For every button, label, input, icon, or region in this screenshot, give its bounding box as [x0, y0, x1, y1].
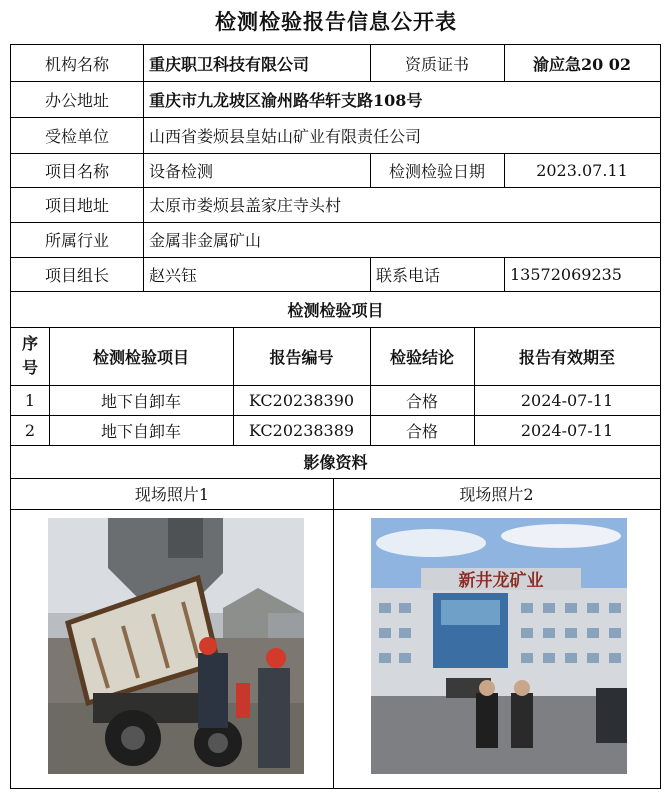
col-header-conclusion: 检验结论: [389, 347, 454, 367]
images-heading: 影像资料: [303, 453, 368, 472]
project-label: 项目名称: [44, 161, 109, 181]
col-header-index: 序号: [21, 334, 38, 377]
site-photo-1: [48, 518, 304, 774]
site-photo-2: [371, 518, 627, 774]
client-label: 受检单位: [44, 126, 109, 146]
org-value: 重庆职卫科技有限公司: [149, 54, 310, 74]
industry-label: 所属行业: [44, 231, 109, 250]
table-row-2-item: 地下自卸车: [100, 421, 181, 441]
report-table: [10, 44, 661, 789]
table-row-1-report-no: KC20238390: [248, 390, 355, 410]
industry-value: 金属非金属矿山: [149, 231, 262, 250]
dump-truck-photo: [48, 518, 304, 774]
address-label: 办公地址: [44, 90, 109, 110]
items-heading: 检测检验项目: [287, 300, 384, 320]
col-header-item: 检测检验项目: [92, 347, 189, 367]
photo2-label: 现场照片2: [459, 485, 534, 504]
org-label: 机构名称: [44, 54, 109, 74]
table-row-1-valid-until: 2024-07-11: [520, 390, 614, 410]
date-label: 检测检验日期: [388, 161, 485, 181]
building-sign: 新井龙矿业: [458, 571, 544, 591]
phone-label: 联系电话: [376, 265, 441, 285]
cert-value: 渝应急20 02: [532, 54, 632, 74]
col-header-report-no: 报告编号: [269, 347, 334, 367]
mine-building-photo: [371, 518, 627, 774]
photo1-label: 现场照片1: [134, 485, 210, 504]
site-label: 项目地址: [44, 196, 109, 215]
site-value: 太原市娄烦县盖家庄寺头村: [149, 196, 342, 215]
phone-value: 13572069235: [510, 264, 622, 284]
table-row-1-index: 1: [24, 390, 36, 410]
page-title: 检测检验报告信息公开表: [215, 9, 457, 34]
table-row-1-conclusion: 合格: [405, 391, 438, 411]
leader-label: 项目组长: [44, 265, 109, 285]
table-row-2-valid-until: 2024-07-11: [520, 420, 614, 440]
leader-value: 赵兴钰: [149, 265, 198, 285]
col-header-valid-until: 报告有效期至: [518, 347, 615, 367]
table-row-1-item: 地下自卸车: [100, 391, 181, 411]
project-value: 设备检测: [149, 161, 214, 181]
table-row-2-conclusion: 合格: [405, 421, 438, 441]
cert-label: 资质证书: [404, 54, 469, 74]
client-value: 山西省娄烦县皇姑山矿业有限责任公司: [149, 126, 422, 146]
table-row-2-index: 2: [24, 420, 36, 440]
table-row-2-report-no: KC20238389: [248, 420, 355, 440]
address-value: 重庆市九龙坡区渝州路华轩支路108号: [149, 90, 423, 110]
date-value: 2023.07.11: [536, 160, 628, 180]
